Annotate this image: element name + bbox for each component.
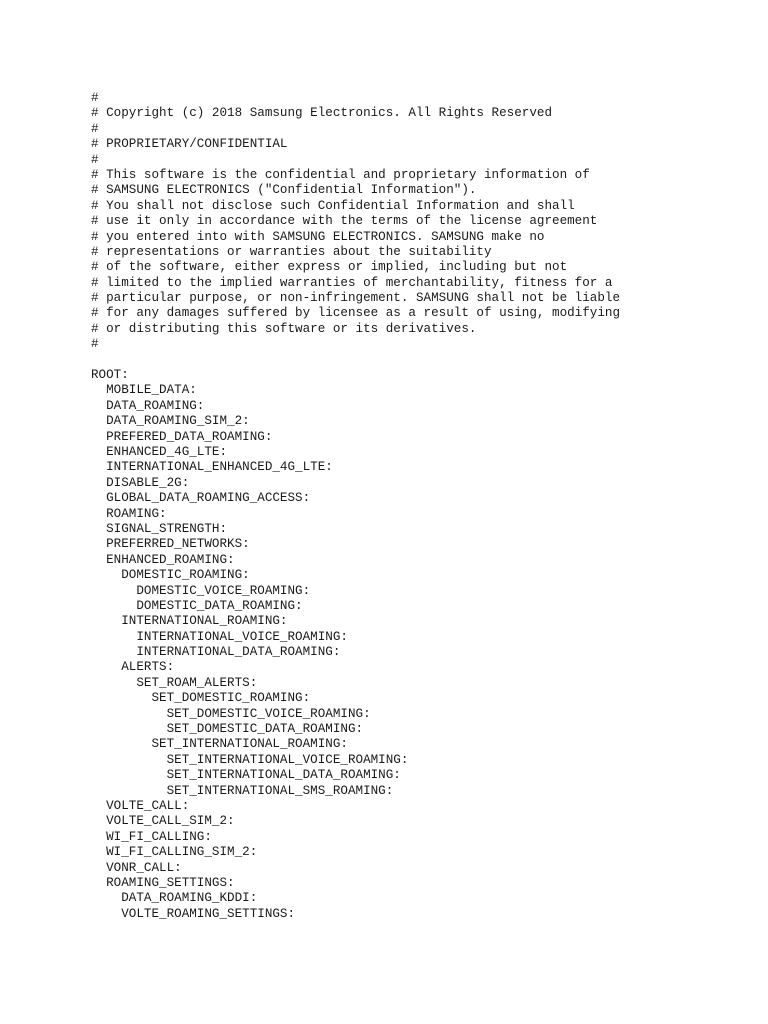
tree-node: PREFERED_DATA_ROAMING: <box>91 429 273 444</box>
tree-node: VOLTE_ROAMING_SETTINGS: <box>91 906 296 921</box>
tree-node: SET_ROAM_ALERTS: <box>91 675 258 690</box>
license-text-line: # of the software, either express or implied, including but not <box>91 260 568 275</box>
copyright-header-block <box>91 91 751 353</box>
tree-node: SIGNAL_STRENGTH: <box>91 521 228 536</box>
tree-node: PREFERRED_NETWORKS: <box>91 537 250 552</box>
tree-node: ALERTS: <box>91 660 175 675</box>
settings-tree-block <box>91 368 751 922</box>
tree-node: SET_INTERNATIONAL_DATA_ROAMING: <box>91 768 401 783</box>
tree-node: GLOBAL_DATA_ROAMING_ACCESS: <box>91 491 311 506</box>
tree-node: ROAMING_SETTINGS: <box>91 875 235 890</box>
tree-node: DATA_ROAMING_SIM_2: <box>91 414 250 429</box>
tree-root-node: ROOT: <box>91 368 129 383</box>
proprietary-line: # PROPRIETARY/CONFIDENTIAL <box>91 137 288 152</box>
tree-node: INTERNATIONAL_VOICE_ROAMING: <box>91 629 348 644</box>
license-text-line: # or distributing this software or its derivatives. <box>91 321 477 336</box>
tree-node: DOMESTIC_ROAMING: <box>91 568 250 583</box>
tree-node: SET_DOMESTIC_VOICE_ROAMING: <box>91 706 371 721</box>
tree-node: DOMESTIC_DATA_ROAMING: <box>91 598 303 613</box>
tree-node: DISABLE_2G: <box>91 475 190 490</box>
tree-node: WI_FI_CALLING_SIM_2: <box>91 845 258 860</box>
tree-node: INTERNATIONAL_DATA_ROAMING: <box>91 645 341 660</box>
tree-node: ENHANCED_4G_LTE: <box>91 444 228 459</box>
document-page <box>91 91 751 922</box>
copyright-line: # Copyright (c) 2018 Samsung Electronics. All Rights Reserved <box>91 106 553 121</box>
header-line: # <box>91 152 99 167</box>
blank-line <box>91 353 751 368</box>
license-text-line: # representations or warranties about the suitability <box>91 244 492 259</box>
license-text-line: # for any damages suffered by licensee as a result of using, modifying <box>91 306 621 321</box>
tree-node: MOBILE_DATA: <box>91 383 197 398</box>
tree-node: SET_DOMESTIC_ROAMING: <box>91 691 311 706</box>
tree-node: VOLTE_CALL: <box>91 798 190 813</box>
tree-node: VONR_CALL: <box>91 860 182 875</box>
header-line: # <box>91 337 99 352</box>
license-text-line: # SAMSUNG ELECTRONICS ("Confidential Information"). <box>91 183 477 198</box>
tree-node: ENHANCED_ROAMING: <box>91 552 235 567</box>
tree-node: SET_INTERNATIONAL_SMS_ROAMING: <box>91 783 394 798</box>
tree-node: SET_INTERNATIONAL_ROAMING: <box>91 737 348 752</box>
tree-node: INTERNATIONAL_ROAMING: <box>91 614 288 629</box>
tree-node: INTERNATIONAL_ENHANCED_4G_LTE: <box>91 460 333 475</box>
tree-node: DOMESTIC_VOICE_ROAMING: <box>91 583 311 598</box>
license-text-line: # particular purpose, or non-infringement. SAMSUNG shall not be liable <box>91 291 621 306</box>
tree-node: DATA_ROAMING_KDDI: <box>91 891 258 906</box>
license-text-line: # limited to the implied warranties of merchantability, fitness for a <box>91 275 613 290</box>
tree-node: SET_INTERNATIONAL_VOICE_ROAMING: <box>91 752 409 767</box>
tree-node: DATA_ROAMING: <box>91 398 205 413</box>
license-text-line: # This software is the confidential and proprietary information of <box>91 167 590 182</box>
tree-node: WI_FI_CALLING: <box>91 829 212 844</box>
tree-node: SET_DOMESTIC_DATA_ROAMING: <box>91 722 364 737</box>
header-line: # <box>91 121 99 136</box>
tree-node: VOLTE_CALL_SIM_2: <box>91 814 235 829</box>
license-text-line: # You shall not disclose such Confidential Information and shall <box>91 198 575 213</box>
license-text-line: # you entered into with SAMSUNG ELECTRONICS. SAMSUNG make no <box>91 229 545 244</box>
header-line: # <box>91 91 99 105</box>
license-text-line: # use it only in accordance with the terms of the license agreement <box>91 214 598 229</box>
tree-node: ROAMING: <box>91 506 167 521</box>
